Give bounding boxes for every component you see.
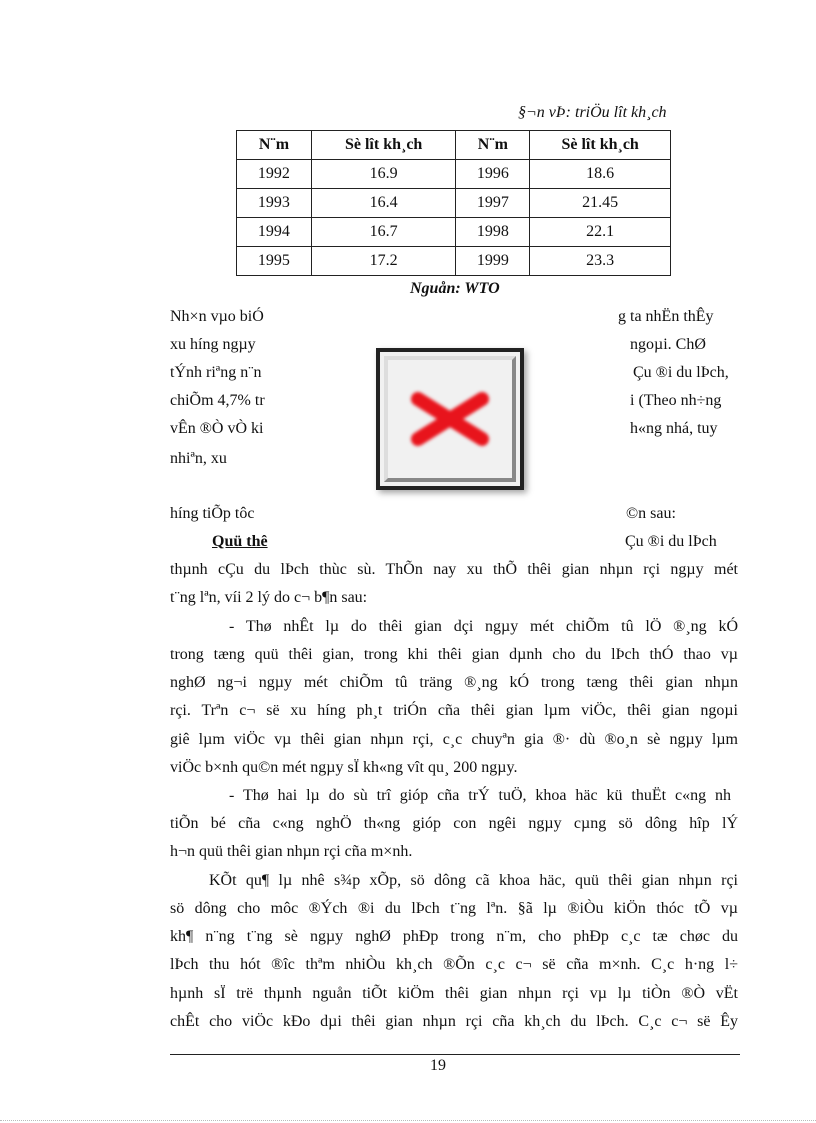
para4-line3: h¬n quü thêi gian nhµn rçi cña m×nh. [170,843,413,860]
table-cell: 16.9 [311,160,456,189]
para3-line2: trong tæng quü thêi gian, trong khi thêi gian dµnh cho du lÞch thÓ thao vµ [170,646,738,663]
table-cell: 16.7 [311,218,456,247]
page-bottom-border [0,1120,816,1121]
para5-line2: sö dông cho môc ®Ých ®i du lÞch t¨ng lªn. §ã lµ ®iÒu kiÖn thóc tÕ vµ [170,900,738,917]
para1-line5-left: vÊn ®Ò vÒ ki [170,420,264,437]
table-row [237,160,671,189]
para1-line7-right: ©n sau: [626,505,676,522]
para1-line1-left: Nh×n vµo biÓ [170,308,264,325]
para3-line4: rçi. Trªn c¬ së xu híng ph¸t triÓn cña thêi gian lµm viÖc, thêi gian ngoµi [170,702,738,719]
tourist-arrivals-table [236,130,671,276]
table-cell: 1995 [237,247,312,276]
table-cell: 23.3 [530,247,671,276]
para2-line2: thµnh cÇu du lÞch thùc sù. ThÕn nay xu thÕ thêi gian nhµn rçi ngµy mét [170,561,738,578]
broken-image-x-icon [410,389,490,449]
para5-line5: hµnh sÏ trë thµnh nguån tiÕt kiÖm thêi gian nhµn rçi vµ lµ tiÒn ®Ò vËt [170,985,738,1002]
table-cell: 1996 [456,160,530,189]
para1-line2-right: ngoµi. ChØ [626,336,706,353]
table-cell: 1993 [237,189,312,218]
para5-line1: KÕt qu¶ lµ nhê s¾p xÕp, sö dông cã khoa häc, quü thêi gian nhµn rçi [209,872,738,889]
para1-line2-left: xu híng ngµy [170,336,256,353]
para1-line3-right: Çu ®i du lÞch, [633,364,729,381]
table-row [237,189,671,218]
para2-heading-left: Quü thê [212,533,268,550]
column-header-arrivals: Sè lît kh¸ch [530,131,671,160]
para1-line7-left: híng tiÕp tôc [170,505,255,522]
para1-line4-left: chiÕm 4,7% tr [170,392,265,409]
table-row [237,247,671,276]
para1-line4-right: i (Theo nh÷ng [630,392,722,409]
table-cell: 1992 [237,160,312,189]
para3-line1: - Thø nhÊt lµ do thêi gian dçi ngµy mét chiÕm tû lÖ ®¸ng kÓ [229,618,738,635]
para5-line6: chÊt cho viÖc kÐo dµi thêi gian nhµn rçi cña kh¸ch du lÞch. C¸c c¬ së Êy [170,1013,738,1030]
column-header-year: N¨m [456,131,530,160]
table-cell: 16.4 [311,189,456,218]
page-number: 19 [430,1057,446,1074]
para1-line6-left: nhiªn, xu [170,450,227,467]
table-cell: 18.6 [530,160,671,189]
table-cell: 17.2 [311,247,456,276]
para5-line3: kh¶ n¨ng t¨ng sè ngµy nghØ phÐp trong n¨m, cho phÐp c¸c tæ chøc du [170,928,738,945]
para1-line5-right: h«ng nhá, tuy [630,420,718,437]
para2-line3: t¨ng lªn, víi 2 lý do c¬ b¶n sau: [170,589,368,606]
para4-line2: tiÕn bé cña c«ng nghÖ th«ng gióp con ngêi ngµy cµng sö dông hîp lÝ [170,815,738,832]
table-cell: 1997 [456,189,530,218]
table-cell: 22.1 [530,218,671,247]
para5-line4: lÞch thu hót ®îc thªm nhiÒu kh¸ch ®Õn c¸c c¬ së cña m×nh. C¸c h·ng l÷ [170,956,738,973]
para3-line6: viÖc b×nh qu©n mét ngµy sÏ kh«ng vît qu¸ 200 ngµy. [170,759,518,776]
table-cell: 1999 [456,247,530,276]
para1-line1-right: g ta nhËn thÊy [618,308,714,325]
table-row [237,218,671,247]
table-cell: 1998 [456,218,530,247]
table-cell: 1994 [237,218,312,247]
table-header-row [237,131,671,160]
table-cell: 21.45 [530,189,671,218]
column-header-arrivals: Sè lît kh¸ch [311,131,456,160]
table-unit-caption: §¬n vÞ: triÖu lît kh¸ch [518,104,667,121]
footer-divider [170,1054,740,1055]
para4-line1: - Thø hai lµ do sù trî gióp cña trÝ tuÖ, khoa häc kü thuËt c«ng nh [229,787,731,804]
table-source-note: Nguån: WTO [410,280,500,297]
para3-line3: nghØ ng¬i ngµy mét chiÕm tû träng ®¸ng kÓ trong tæng thêi gian nhµn [170,674,738,691]
column-header-year: N¨m [237,131,312,160]
para2-line1-right: Çu ®i du lÞch [625,533,717,550]
para3-line5: giê lµm viÖc vµ thêi gian nhµn rçi, c¸c chuyªn gia ®· dù ®o¸n sè ngµy lµm [170,731,738,748]
broken-image-placeholder [376,348,524,490]
para1-line3-left: tÝnh riªng n¨n [170,364,262,381]
